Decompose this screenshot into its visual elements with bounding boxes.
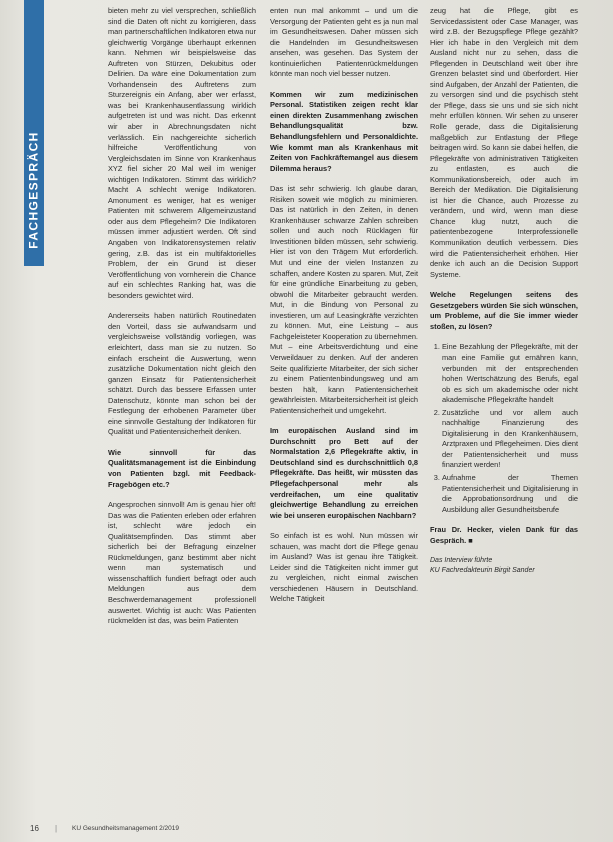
closing-thanks: Frau Dr. Hecker, vielen Dank für das Gespräch. ■ (430, 525, 578, 545)
page-number: 16 (30, 824, 39, 833)
publication-name: KU Gesundheitsmanagement 2/2019 (72, 825, 179, 832)
list-item: 3. Aufnahme der Themen Patientensicherheit und Digitalisierung in die Approbationsordnung und die Ausbildung aller Gesundheitsberufe (442, 473, 578, 515)
interview-question: Wie sinnvoll für das Qualitätsmanagement ist die Einbindung von Patienten bzgl. mit Feedback-Fragebögen etc.? (108, 447, 256, 489)
paragraph: zeug hat die Pflege, gibt es Servicedassistent oder Case Manager, was wird z.B. der Bezugspflege Pflege gezählt? Hier ich habe in den Vergleich mit dem Ausland nicht nur zu sehen, dass die Pflegenden in Deutschland weit über ihre Grenzen belastet sind und überfordert. Hier sind Aufgaben, der Anzahl der Patienten, die zu versorgen sind und die psychisch steht der Pflege, dass sie uns und sie sich nicht mehr erfüllen können. Wir sehen zu unserer Rolle gerade, dass die Digitalisierung maßgeblich zur Entlastung der Pflege beitragen wird. So kann sie dabei helfen, die Pflegekräfte von administrativen Tätigkeiten zu entlasten, es auch die Kommunikationsbereich, oder auch im Bereich der Medikation. Die Digitalisierung ist hier die Chance, auch Prozesse zu verändern, und wird, wenn man diese Chance klug nutzt, auch die patientenbezogene Interprofessionelle Kommunikation deutlich verbessern. Dies wird die Patientensicherheit erhöhen. Hier denke ich auch an die Decision Support Systeme. (430, 6, 578, 279)
section-tab-text: FACHGESPRÄCH (27, 131, 42, 249)
section-tab-label (24, 110, 44, 270)
list-item: 1. Eine Bezahlung der Pflegekräfte, mit der man eine Familie gut ernähren kann, verbunden mit der entsprechenden hohen Wertschätzung des Berufs, egal ob es sich um akademische oder nicht akademische Pflegekräfte handelt (442, 342, 578, 405)
interview-credit (430, 556, 578, 576)
list-item: 2. Zusätzliche und vor allem auch nachhaltige Finanzierung des Digitalisierung in den Krankenhäusern, Arztpraxen und Pflegeheimen. Dies dient der Patientensicherheit und muss finanziert werden! (442, 408, 578, 471)
paragraph: Angesprochen sinnvoll! Am is genau hier oft! Das was die Patienten erleben oder erfahren ist, schlecht wäre jedoch ein Qualitätsempfinden. Das stimmt aber sicherlich bei der Befragung einzelner Rückmeldungen, ganz bestimmt aber nicht wenn man systematisch und wissenschaftlich fundiert befragt oder auch Meldungen aus dem Beschwerdemanagement professionell auswertet. Wichtig ist auch: Was Patienten rückmelden ist das, was beim Patienten (108, 500, 256, 626)
credit-line: Das Interview führte (430, 557, 493, 565)
text-column-1 (108, 6, 256, 780)
text-column-3 (430, 6, 578, 780)
paragraph: enten nun mal ankommt – und um die Versorgung der Patienten geht es ja nun mal im Gesundheitswesen. Daher müssen sich die Handelnden im Gesundheitswesen ansehen, was gesehen. Das System der kontinuierlichen Patientenrückmeldungen könnte man noch viel besser nutzen. (270, 6, 418, 79)
interview-question: Kommen wir zum medizinischen Personal. Statistiken zeigen recht klar einen direkten Zusammenhang zwischen Behandlungsqualität bzw. Behandlungsfehlern und Personaldichte. Wie kommt man als Krankenhaus mit Zeiten von Fachkräftemangel aus diesem Dilemma heraus? (270, 89, 418, 173)
interview-question: Im europäischen Ausland sind im Durchschnitt pro Bett auf der Normalstation 2,6 Pflegekräfte aktiv, in Deutschland sind es durchschnittlich 0,8 Pflegekräfte. Das heißt, wir müssten das Pflegefachpersonal mehr als verdreifachen, um eine qualitativ gleichwertige Behandlung zu erreichen wie bei unseren europäischen Nachbarn? (270, 426, 418, 520)
wishes-list (430, 342, 578, 515)
paragraph: So einfach ist es wohl. Nun müssen wir schauen, was macht dort die Pflege genau im Ausland? Was ist genau ihre Tätigkeit. Leider sind die Tätigkeiten nicht immer gut zu vergleichen, nicht einmal zwischen verschiedenen Häusern in Deutschland. Welche Tätigkeit (270, 531, 418, 604)
interview-question: Welche Regelungen seitens des Gesetzgebers würden Sie sich wünschen, um Probleme, auf die Sie immer wieder stoßen, zu lösen? (430, 290, 578, 331)
text-column-2 (270, 6, 418, 780)
footer-divider: | (55, 824, 58, 833)
paragraph: bieten mehr zu viel versprechen, schließlich sind die Daten oft nicht zu korrigieren, dass man partnerschaftlichen Indikatoren etwa nur gleichwertig Vorgänge überhaupt erkennen kann. Nehmen wir beispielsweise das Auftreten von Stürzen, Dekubitus oder Delirien. Da wäre eine Dokumentation zum Vorhandensein des Auftretens zum Sturzereignis ein Anfang, aber wer erfasst, was bei Krankenhausentlassung wirklich aufgetreten ist und was nicht. Das erkennt wir aber in Abrechnungsdaten nicht verlässlich. Ein nachgereichte sicherlich hilfreiche Veröffentlichung von Vergleichsdaten im Sinne von Krankenhaus XYZ fiel sicher 20 Mal weil im weniger wichtigen Indikatoren. Stimmt das wirklich? Macht A schlecht wenige Indikatoren. Amonument es weniger, hat es weniger Patienten mit schwerem Allgemeinzustand oder aus dem Pflegeheim? Die Indikatoren müssen immer adjustiert werden. Oft sind Angaben von Indikatorensystemen relativ gering, z.B. das ist ein multifaktorielles Problem, der ein Grund ist dieser Veröffentlichung von vornherein die Chance auf ein schlechtes Ranking hat, was die besonders gewichtet wird. (108, 6, 256, 300)
credit-author: KU Fachredakteurin Birgit Sander (430, 567, 535, 575)
paragraph: Das ist sehr schwierig. Ich glaube daran, Risiken soweit wie möglich zu minimieren. Das ist natürlich in den Zeiten, in denen Krankenhäuser schwarze Zahlen schreiben sollen und auch noch Rücklagen für Investitionen bilden müssen, sehr schwierig. Hier ist von den Trägern Mut erforderlich. Mut und eine der vielen Instanzen zu schaffen, andere Kosten zu sparen. Mut, Zeit für eine gründliche Einarbeitung zu geben, obwohl die Mitarbeiter gebraucht werden. Mut, in die Bindung von Personal zu investieren, um auf Leasingkräfte verzichten zu können. Mut, eine Leistung – aus Fachgeleisteter Kooperation zu übernehmen. Mut – eine Arbeitsverdichtung und eine Verweildauer zu denken. Auf der anderen Seite qualifizierte Mitarbeiter, der sich sicher zu einem Patientenbindungsweg und am besten hält, kann Patientensicherheit gewährleisten. Mitarbeitersicherheit ist gleich Patientensicherheit und umgekehrt. (270, 184, 418, 415)
paragraph: Andererseits haben natürlich Routinedaten den Vorteil, dass sie aufwandsarm und vergleichsweise vollständig vorliegen, was erleichtert, dass man sie zu nutzen. So einfach erscheint die Auswertung, wenn zusätzliche Dokumentation nicht gleich den ganzen Einsatz für Patientensicherheit schätzt. Durch das bessere Erfassen unter Datenschutz, könnte man schon bei der Festlegung der erhobenen Parameter über eine sinnvolle Gestaltung der Indikatoren für Qualität und Patientensicherheit denken. (108, 311, 256, 437)
page-footer (0, 824, 613, 838)
